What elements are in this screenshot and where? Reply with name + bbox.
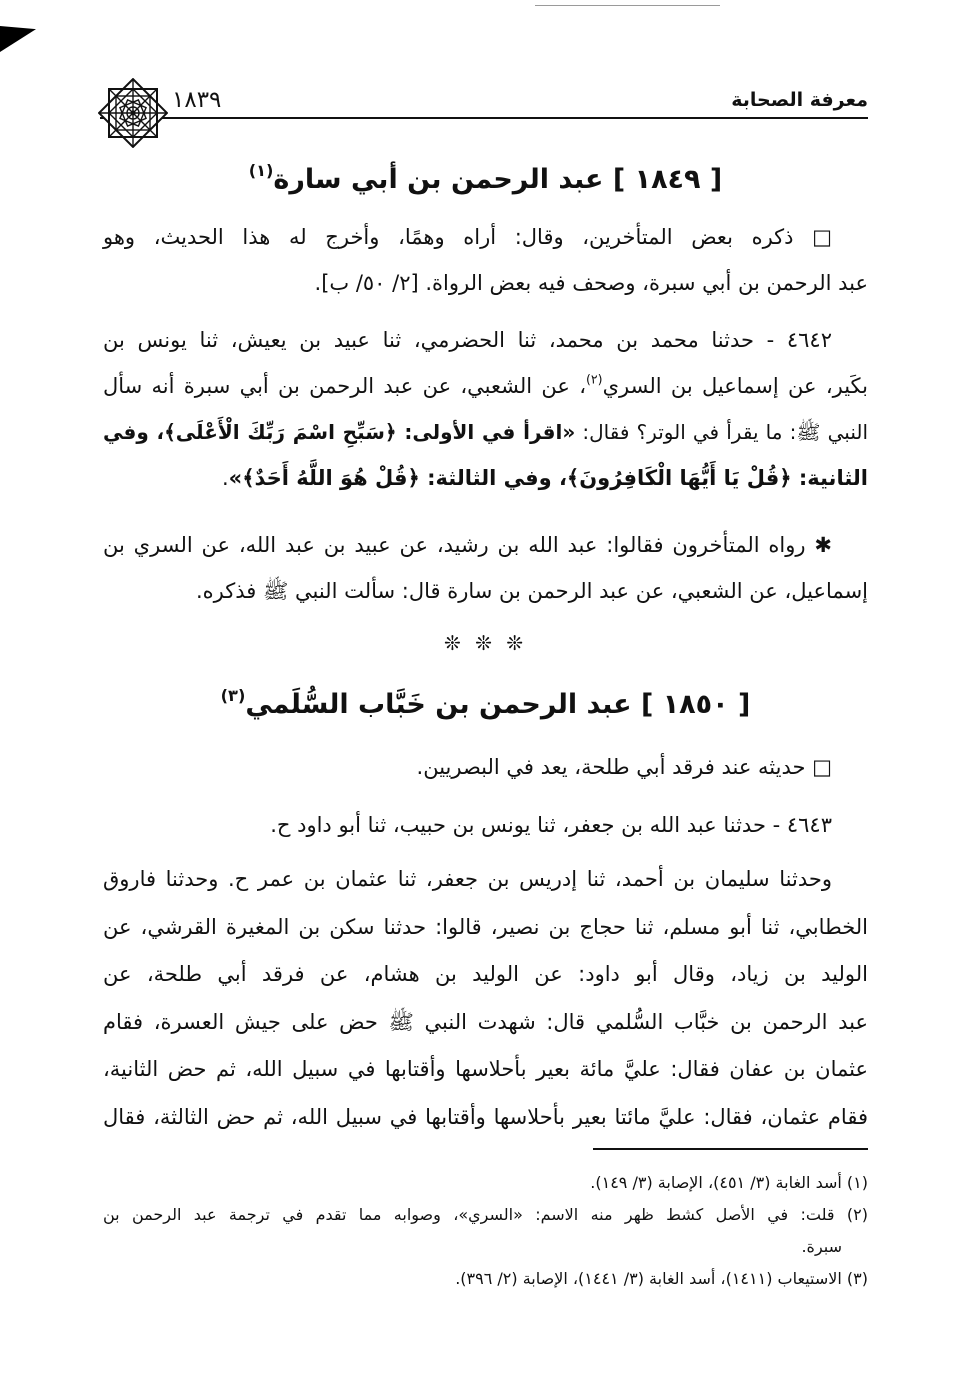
text-line: □ ذكره بعض المتأخرين، وقال: أراه وهمًا، وأخرج له هذا الحديث، وهو [103, 225, 832, 249]
scan-artifact-corner [0, 26, 36, 52]
entry-intro-1850 [103, 744, 868, 790]
text-line: ٤٦٤٣ - حدثنا عبد الله بن جعفر، ثنا يونس بن حبيب، ثنا أبو داود ح. [270, 813, 832, 837]
text-line: عبد الرحمن بن أبي سبرة، وصحف فيه بعض الرواة. [٢/ ٥٠/ ب]. [314, 271, 868, 295]
entry-heading-text: [ ١٨٤٩ ] عبد الرحمن بن أبي سارة [273, 164, 723, 195]
entry-heading-1850 [103, 680, 868, 730]
text-line: فقام عثمان، فقال: عليَّ مائتا بعير بأحلاسها وأقتابها في سبيل الله، ثم حض الثالثة، فقال [103, 1104, 868, 1129]
text-segment: النبي ﷺ: ما يقرأ في الوتر؟ فقال: [575, 420, 868, 444]
hadith-4642 [103, 317, 868, 501]
footnote-2-continuation: سبرة. [801, 1237, 842, 1256]
text-line: الخطابي، ثنا أبو مسلم، ثنا حجاج بن نصير، قالوا: حدثنا سكن بن المغيرة القرشي، عن [103, 914, 868, 939]
footnote-ref: (٣) [220, 685, 246, 705]
footnote-2: (٢) قلت: في الأصل كشط ظهر منه الاسم: «السري»، وصوابه مما تقدم في ترجمة عبد الرحمن بن [103, 1205, 868, 1224]
text-line [103, 409, 868, 455]
text-line: □ حديثه عند فرقد أبي طلحة، يعد في البصريين. [416, 755, 832, 779]
footnote-1: (١) أسد الغابة (٣/ ٤٥١)، الإصابة (٣/ ١٤٩). [590, 1173, 868, 1192]
entry-remark-1849 [103, 522, 868, 614]
quoted-hadith-text: «اقرأ في الأولى: ﴿سَبِّحِ اسْمَ رَبِّكَ الْأَعْلَى﴾، وفي [103, 420, 576, 444]
footnote-divider [593, 1148, 868, 1150]
quoted-hadith-text: الثانية: ﴿قُلْ يَا أَيُّهَا الْكَافِرُونَ﴾، وفي الثالثة: ﴿قُلْ هُوَ اللَّهُ أَحَدٌ﴾» [228, 466, 868, 490]
entry-heading-1849 [103, 155, 868, 205]
star-ornament-icon [98, 78, 168, 148]
text-line: ٤٦٤٢ - حدثنا محمد بن محمد، ثنا الحضرمي، ثنا عبيد بن يعيش، ثنا يونس بن [103, 328, 832, 352]
text-segment: بكَير، عن إسماعيل بن السري [602, 374, 868, 398]
text-line [103, 363, 868, 409]
footnote-ref: (٢) [585, 371, 603, 387]
scan-artifact-line [535, 5, 720, 6]
hadith-4643-chain [103, 856, 868, 1141]
running-title: معرفة الصحابة [731, 89, 868, 111]
footnote-ref: (١) [248, 160, 274, 180]
footnotes [103, 1167, 868, 1295]
text-line: ✱ رواه المتأخرون فقالوا: عبد الله بن رشيد، عن عبيد بن عبد الله، عن السري بن [103, 533, 832, 557]
text-line: إسماعيل، عن الشعبي، عن عبد الرحمن بن سارة قال: سألت النبي ﷺ فذكره. [195, 579, 868, 603]
text-segment: ، عن الشعبي، عن عبد الرحمن بن أبي سبرة أنه سأل [103, 374, 586, 398]
text-line: وحدثنا سليمان بن أحمد، ثنا إدريس بن جعفر، ثنا عثمان بن عمر ح. وحدثنا فاروق [103, 867, 832, 891]
hadith-4643 [103, 802, 868, 848]
text-line [103, 455, 868, 501]
section-separator: ❊ ❊ ❊ [444, 631, 527, 655]
text-line: الوليد بن زياد، وقال أبو داود: عن الوليد بن هشام، عن فرقد أبي طلحة، عن [103, 962, 868, 986]
text-line: عبد الرحمن بن خبَّاب السُّلمي قال: شهدت النبي ﷺ حض على جيش العسرة، فقام [103, 1009, 868, 1034]
header-rule [100, 117, 868, 119]
text-segment: . [221, 466, 229, 490]
text-line: عثمان بن عفان فقال: عليَّ مائة بعير بأحلاسها وأقتابها في سبيل الله، ثم حض الثانية، [103, 1057, 868, 1081]
footnote-3: (٣) الاستيعاب (١٤١١)، أسد الغابة (٣/ ١٤٤١)، الإصابة (٢/ ٣٩٦). [455, 1269, 868, 1288]
entry-heading-text: [ ١٨٥٠ ] عبد الرحمن بن خَبَّاب السُّلَمي [245, 689, 751, 720]
page-number: ١٨٣٩ [172, 87, 222, 113]
entry-intro-1849 [103, 214, 868, 306]
